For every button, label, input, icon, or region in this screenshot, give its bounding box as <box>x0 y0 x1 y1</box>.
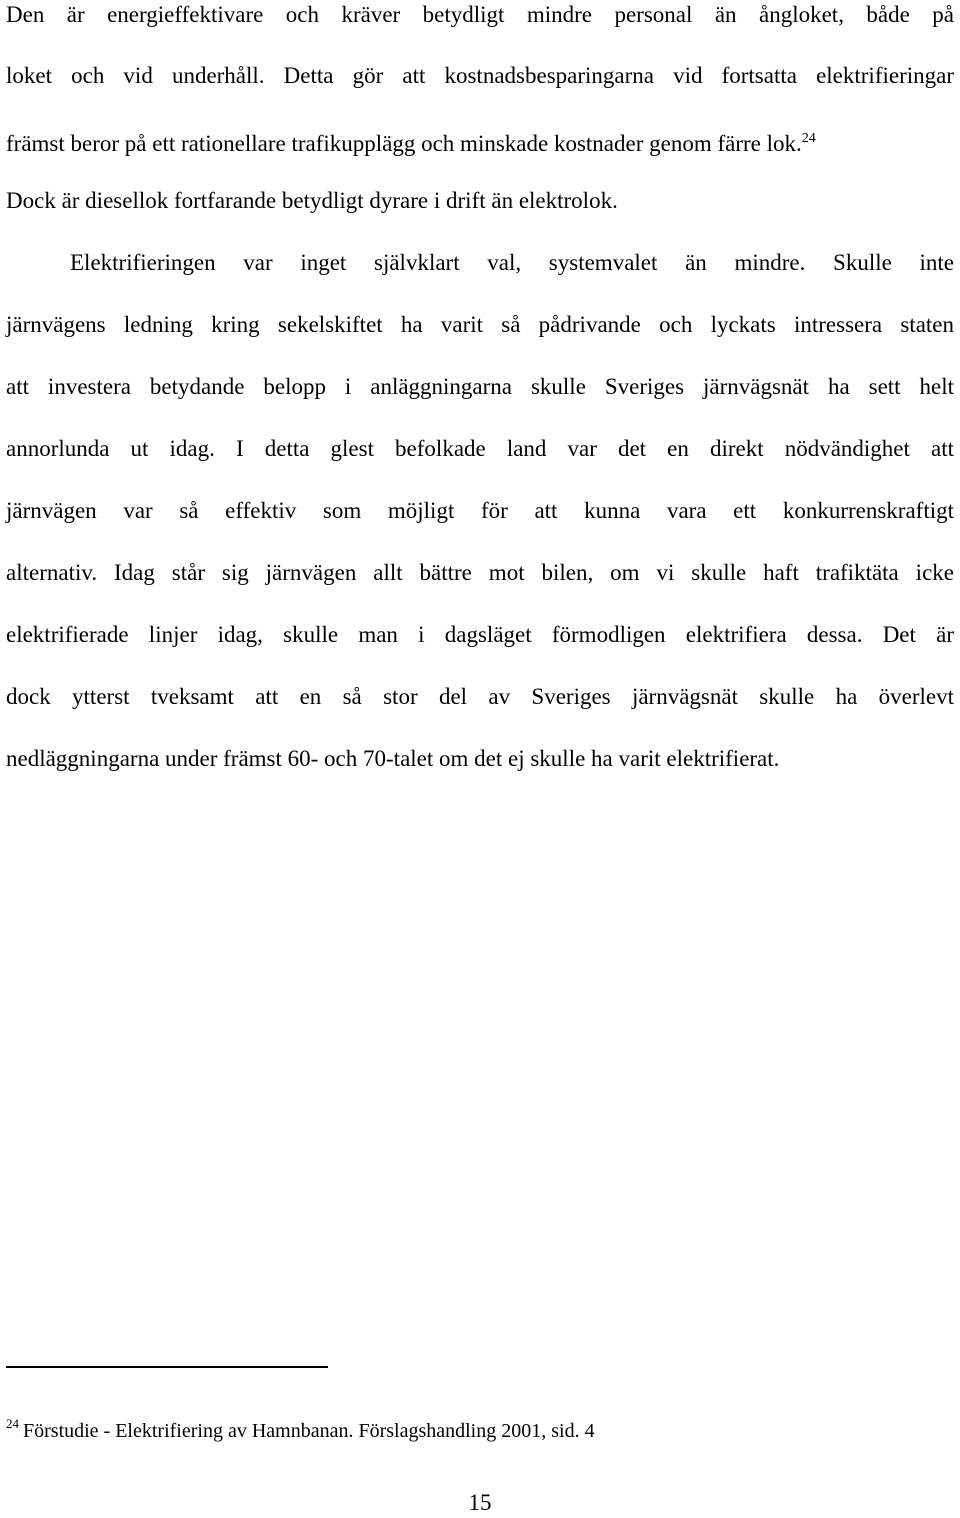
footnote-text: Förstudie - Elektrifiering av Hamnbanan. Förslagshandling 2001, sid. 4 <box>23 1420 595 1442</box>
body-line-8: annorlunda ut idag. I detta glest befolkade land var det en direkt nödvändighet att <box>6 436 954 461</box>
body-line-5: Elektrifieringen var inget självklart val, systemvalet än mindre. Skulle inte <box>70 250 954 275</box>
body-line-12: dock ytterst tveksamt att en så stor del av Sveriges järnvägsnät skulle ha överlevt <box>6 684 954 709</box>
body-line-1: Den är energieffektivare och kräver betydligt mindre personal än ångloket, både på <box>6 2 954 27</box>
body-line-2: loket och vid underhåll. Detta gör att kostnadsbesparingarna vid fortsatta elektrifieringar <box>6 63 954 88</box>
body-line-7: att investera betydande belopp i anläggningarna skulle Sveriges järnvägsnät ha sett helt <box>6 374 954 399</box>
footnote <box>6 1410 595 1445</box>
footnote-separator <box>6 1366 328 1368</box>
body-line-3-text: främst beror på ett rationellare trafikupplägg och minskade kostnader genom färre lok. <box>6 131 802 156</box>
body-line-11: elektrifierade linjer idag, skulle man i dagsläget förmodligen elektrifiera dessa. Det är <box>6 622 954 647</box>
page-number: 15 <box>468 1490 492 1515</box>
body-line-6: järnvägens ledning kring sekelskiftet ha varit så pådrivande och lyckats intressera staten <box>6 312 954 337</box>
body-line-13: nedläggningarna under främst 60- och 70-talet om det ej skulle ha varit elektrifierat. <box>6 746 780 771</box>
footnote-number: 24 <box>6 1416 19 1431</box>
footnote-reference: 24 <box>801 131 816 146</box>
body-line-4: Dock är diesellok fortfarande betydligt dyrare i drift än elektrolok. <box>6 188 618 213</box>
body-line-10: alternativ. Idag står sig järnvägen allt bättre mot bilen, om vi skulle haft trafiktäta icke <box>6 560 954 585</box>
body-line-9: järnvägen var så effektiv som möjligt för att kunna vara ett konkurrenskraftigt <box>6 498 954 523</box>
body-line-3 <box>6 124 954 159</box>
